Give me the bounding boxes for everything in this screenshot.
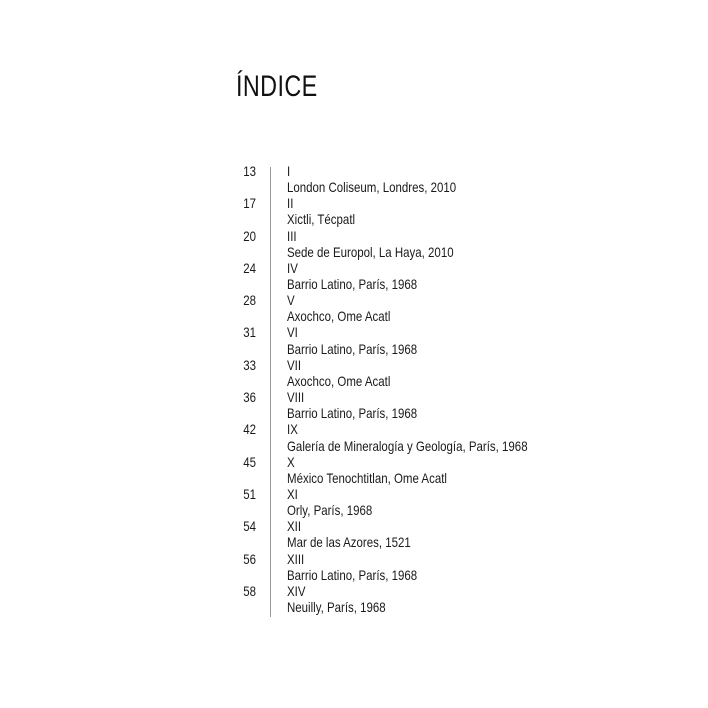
toc-chapter-numeral: IV [287,259,298,276]
toc-page-number: 51 [243,485,256,502]
toc-entries [230,163,630,615]
toc-page-number: 20 [243,227,256,244]
toc-chapter-numeral: VI [287,324,298,341]
toc-entry [230,260,630,292]
toc-page-number: 45 [243,453,256,470]
toc-entry-text [287,163,493,195]
toc-entry [230,551,630,583]
toc-entry-text [287,486,391,518]
toc-entry [230,292,630,324]
toc-page-number: 28 [243,292,256,309]
page-title: ÍNDICE [236,70,318,103]
toc-chapter-location: Xictli, Técpatl [287,211,356,228]
toc-chapter-numeral: XIII [287,550,305,567]
toc-entry-text [287,421,580,453]
toc-chapter-numeral: I [287,163,291,179]
toc-page-number: 13 [243,163,256,179]
toc-page-number: 56 [243,550,256,567]
toc-entry-text [287,260,446,292]
toc-page-number: 17 [243,195,256,212]
toc-entry [230,421,630,453]
toc-chapter-numeral: XII [287,518,302,535]
toc-chapter-location: Barrio Latino, París, 1968 [287,340,418,357]
toc-chapter-location: Axochco, Ome Acatl [287,308,391,325]
toc-entry-text [287,389,446,421]
toc-chapter-location: Sede de Europol, La Haya, 2010 [287,243,454,260]
toc-entry [230,518,630,550]
toc-chapter-location: Axochco, Ome Acatl [287,372,391,389]
toc-page-number: 36 [243,389,256,406]
toc-entry [230,195,630,227]
toc-entry [230,454,630,486]
toc-chapter-numeral: III [287,227,297,244]
toc-chapter-location: Barrio Latino, París, 1968 [287,276,418,293]
toc-page-number: 58 [243,582,256,599]
toc-entry [230,583,630,615]
toc-entry-text [287,195,370,227]
toc-chapter-location: London Coliseum, Londres, 2010 [287,179,457,196]
toc-chapter-numeral: V [287,292,295,309]
toc-chapter-numeral: X [287,453,295,470]
toc-chapter-location: Mar de las Azores, 1521 [287,534,411,551]
toc-chapter-numeral: VII [287,356,302,373]
table-of-contents [230,163,630,615]
toc-chapter-location: Galería de Mineralogía y Geología, París, 1968 [287,437,528,454]
toc-page-number: 24 [243,259,256,276]
toc-chapter-location: México Tenochtitlan, Ome Acatl [287,469,447,486]
toc-entry-text [287,518,438,550]
toc-page-number: 31 [243,324,256,341]
toc-entry-text [287,292,413,324]
toc-chapter-location: Barrio Latino, París, 1968 [287,566,418,583]
toc-chapter-location: Neuilly, París, 1968 [287,599,386,616]
toc-entry [230,228,630,260]
toc-page-number: 33 [243,356,256,373]
toc-chapter-numeral: XI [287,485,298,502]
toc-chapter-numeral: II [287,195,294,212]
toc-entry [230,389,630,421]
toc-entry-text [287,228,490,260]
toc-page-number: 42 [243,421,256,438]
toc-chapter-location: Barrio Latino, París, 1968 [287,405,418,422]
toc-entry [230,357,630,389]
toc-entry-text [287,357,413,389]
toc-chapter-numeral: XIV [287,582,306,599]
toc-chapter-numeral: IX [287,421,298,438]
toc-entry [230,163,630,195]
toc-entry-text [287,454,482,486]
toc-entry-text [287,324,446,356]
toc-entry [230,324,630,356]
toc-page-number: 54 [243,518,256,535]
toc-chapter-location: Orly, París, 1968 [287,502,373,519]
toc-entry-text [287,551,446,583]
toc-entry-text [287,583,407,615]
toc-chapter-numeral: VIII [287,389,305,406]
toc-entry [230,486,630,518]
